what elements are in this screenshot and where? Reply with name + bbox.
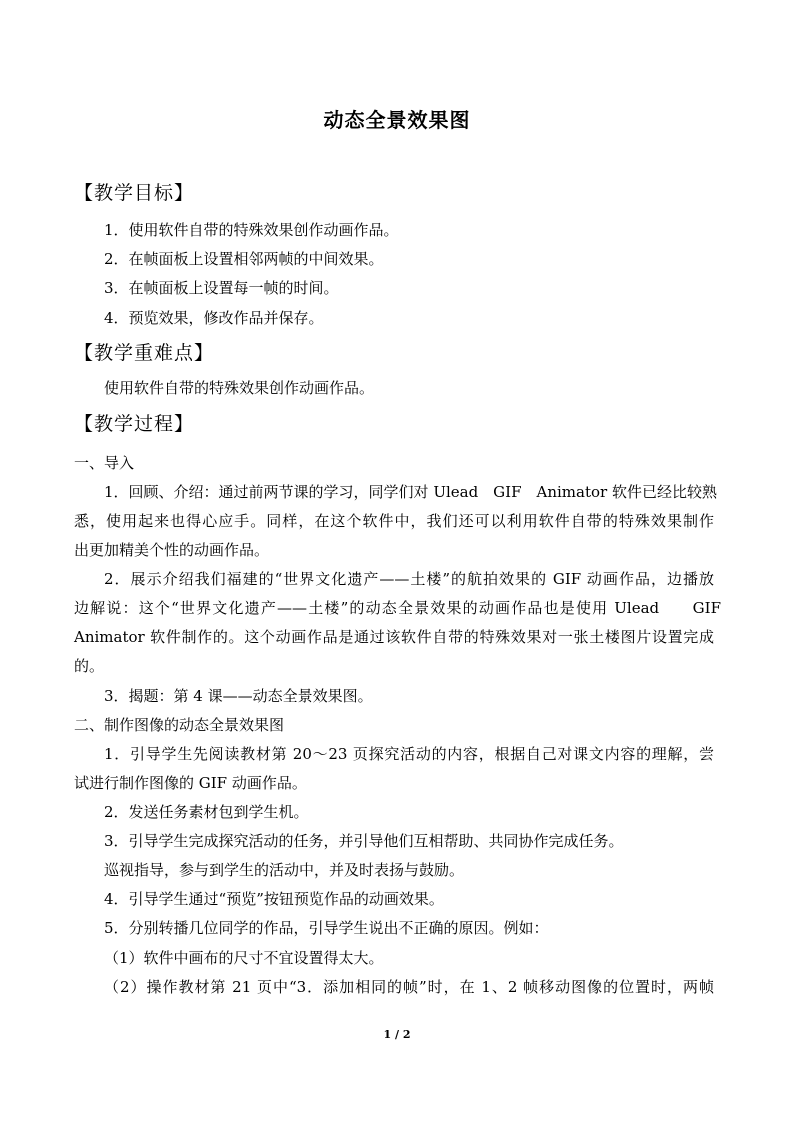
part2-sub2: （2）操作教材第 21 页中“3．添加相同的帧”时，在 1、2 帧移动图像的位置时，两帧 xyxy=(104,978,714,996)
part2-p3: 3．引导学生完成探究活动的任务，并引导他们互相帮助、共同协作完成任务。 xyxy=(104,832,624,850)
part1-p2-line2: 边解说：这个“世界文化遗产——土楼”的动态全景效果的动画作品也是使用 Ulead GIF xyxy=(74,599,721,617)
heading-objectives: 【教学目标】 xyxy=(74,182,195,204)
objective-item-4: 4．预览效果，修改作品并保存。 xyxy=(104,309,324,327)
part1-title: 一、导入 xyxy=(74,454,135,472)
part2-title: 二、制作图像的动态全景效果图 xyxy=(74,716,285,734)
part1-p2-line3: Animator 软件制作的。这个动画作品是通过该软件自带的特殊效果对一张土楼图片设置完成 xyxy=(74,628,714,646)
objective-item-3: 3．在帧面板上设置每一帧的时间。 xyxy=(104,279,339,297)
part2-p2: 2．发送任务素材包到学生机。 xyxy=(104,803,309,821)
part1-p2-line1: 2．展示介绍我们福建的“世界文化遗产——土楼”的航拍效果的 GIF 动画作品，边播放 xyxy=(104,570,714,588)
part1-p1-line3: 出更加精美个性的动画作品。 xyxy=(74,541,270,559)
part1-p1-line1: 1．回顾、介绍：通过前两节课的学习，同学们对 Ulead GIF Animator 软件已经比较熟 xyxy=(104,483,717,501)
part2-p1-line1: 1．引导学生先阅读教材第 20～23 页探究活动的内容，根据自己对课文内容的理解，尝 xyxy=(104,745,714,763)
objective-item-1: 1．使用软件自带的特殊效果创作动画作品。 xyxy=(104,221,399,239)
part1-p1-line2: 悉，使用起来也得心应手。同样，在这个软件中，我们还可以利用软件自带的特殊效果制作 xyxy=(74,512,714,530)
objective-item-2: 2．在帧面板上设置相邻两帧的中间效果。 xyxy=(104,250,384,268)
page-number: 1 / 2 xyxy=(383,1028,411,1041)
heading-process: 【教学过程】 xyxy=(74,413,195,435)
page-title: 动态全景效果图 xyxy=(323,108,471,132)
heading-key-points: 【教学重难点】 xyxy=(74,342,215,364)
part2-p1-line2: 试进行制作图像的 GIF 动画作品。 xyxy=(74,774,307,792)
part2-p4: 4．引导学生通过“预览”按钮预览作品的动画效果。 xyxy=(104,890,444,908)
part1-p3: 3．揭题：第 4 课——动态全景效果图。 xyxy=(104,687,373,705)
part2-p3b: 巡视指导，参与到学生的活动中，并及时表扬与鼓励。 xyxy=(104,861,465,879)
key-points-text: 使用软件自带的特殊效果创作动画作品。 xyxy=(104,379,375,397)
part1-p2-line4: 的。 xyxy=(74,657,105,675)
part2-p5: 5．分别转播几位同学的作品，引导学生说出不正确的原因。例如： xyxy=(104,919,549,937)
part2-sub1: （1）软件中画布的尺寸不宜设置得太大。 xyxy=(104,949,384,967)
